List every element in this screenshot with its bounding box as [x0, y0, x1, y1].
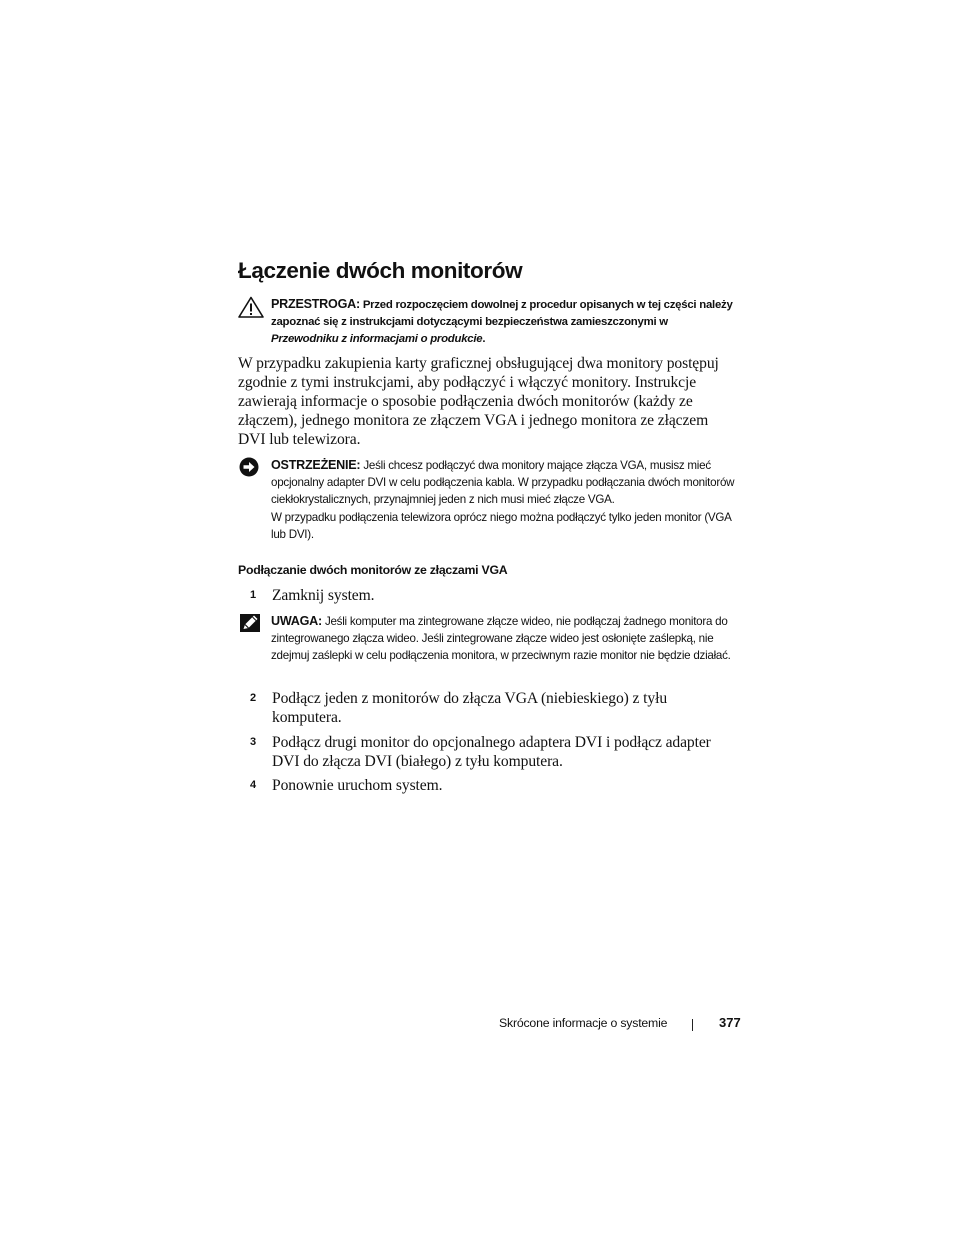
step-3	[238, 733, 738, 771]
step-1	[238, 586, 738, 605]
note-notice	[238, 613, 738, 665]
arrow-circle-icon	[239, 457, 259, 482]
warning-notice	[238, 457, 738, 543]
warning-body: Jeśli chcesz podłączyć dwa monitory mające złącza VGA, musisz mieć opcjonalny adapter DVI w celu podłączenia kabla. W przypadku podłączania dwóch monitorów ciekłokrystalicznych, przynajmniej jeden z nich musi mieć złącze VGA.	[271, 459, 735, 507]
note-text	[271, 613, 738, 665]
note-label: UWAGA:	[271, 614, 322, 628]
step-text: Zamknij system.	[272, 587, 375, 604]
warning-label: OSTRZEŻENIE:	[271, 458, 361, 472]
caution-end: .	[482, 333, 486, 346]
footer-divider	[692, 1019, 693, 1031]
step-text: Ponownie uruchom system.	[272, 777, 443, 794]
step-number: 1	[250, 589, 257, 601]
caution-label: PRZESTROGA:	[271, 297, 360, 311]
warning-text	[271, 457, 738, 543]
step-text: Podłącz drugi monitor do opcjonalnego adaptera DVI i podłącz adapter DVI do złącza DVI (białego) z tyłu komputera.	[272, 734, 711, 770]
footer-section-title: Skrócone informacje o systemie	[499, 1016, 668, 1030]
note-body: Jeśli komputer ma zintegrowane złącze wideo, nie podłączaj żadnego monitora do zintegrowanego złącza wideo. Jeśli zintegrowane złącze wideo jest osłonięte zaślepką, nie zdejmuj zaślepki w celu podłączenia monitora, w przeciwnym razie monitor nie będzie działać.	[271, 615, 731, 663]
step-4	[238, 776, 738, 795]
step-number: 3	[250, 736, 257, 748]
warning-body-2: W przypadku podłączenia telewizora oprócz niego można podłączyć tylko jeden monitor (VGA lub DVI).	[271, 510, 732, 541]
step-number: 4	[250, 779, 257, 791]
warning-triangle-icon	[238, 296, 264, 323]
caution-text	[271, 296, 738, 349]
intro-paragraph: W przypadku zakupienia karty graficznej obsługującej dwa monitory postępuj zgodnie z tymi instrukcjami, aby podłączyć i włączyć monitory. Instrukcje zawierają informacje o sposobie podłączenia dwóch monitorów (każdy ze złączem), jednego monitora ze złączem VGA i jednego monitora ze złączem DVI lub telewizora.	[238, 355, 719, 448]
page-number: 377	[719, 1015, 741, 1030]
step-2	[238, 689, 738, 727]
caution-emphasis: Przewodniku z informacjami o produkcie	[271, 333, 483, 346]
pencil-note-icon	[240, 614, 260, 637]
caution-body: Przed rozpoczęciem dowolnej z procedur opisanych w tej części należy zapoznać się z instrukcjami dotyczącymi bezpieczeństwa zamieszczonymi w	[271, 299, 733, 329]
step-number: 2	[250, 692, 257, 704]
page-title: Łączenie dwóch monitorów	[238, 258, 523, 283]
caution-notice	[238, 296, 738, 349]
step-text: Podłącz jeden z monitorów do złącza VGA (niebieskiego) z tyłu komputera.	[272, 690, 668, 726]
section-subheading: Podłączanie dwóch monitorów ze złączami VGA	[238, 563, 508, 577]
